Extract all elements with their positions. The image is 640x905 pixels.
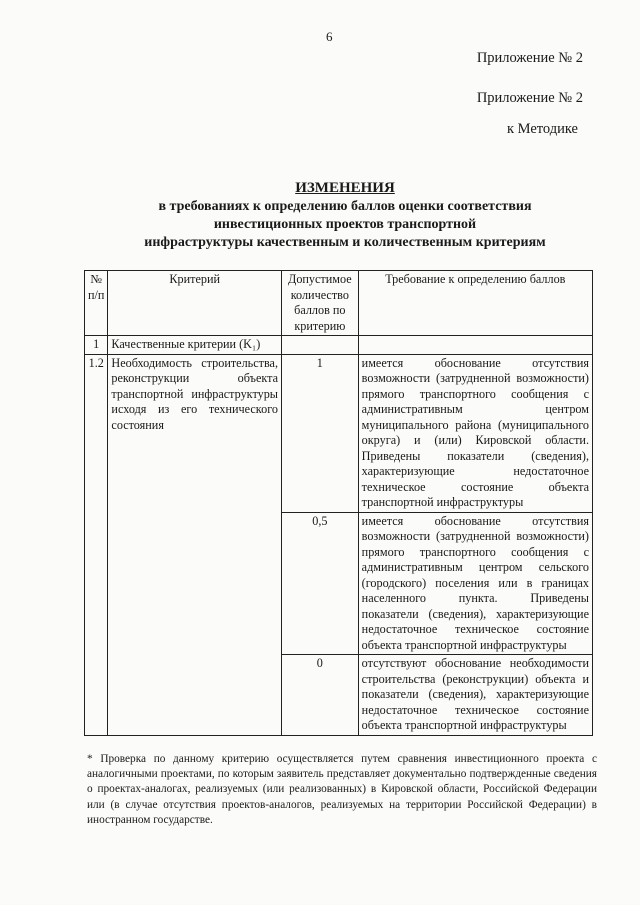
score-requirement: имеется обоснование отсутствия возможности (затрудненной возможности) прямого транспортного сообщения с административным центром сельского (городского) поселения или в границах населенного пункта. Приведены показатели (сведения), характеризующие недостаточное техническое состояние объекта транспортной инфраструктуры bbox=[358, 512, 592, 655]
document-subtitle: в требованиях к определению баллов оценки соответствия bbox=[158, 199, 532, 214]
score-requirement: отсутствуют обоснование необходимости строительства (реконструкции) объекта и показатели (сведения), характеризующие недостаточное техническое состояние объекта транспортной инфраструктуры bbox=[358, 655, 592, 736]
section-label: Качественные критерии (K₁) bbox=[108, 336, 282, 355]
item-criterion: Необходимость строительства, реконструкции объекта транспортной инфраструктуры исходя из его технического состояния bbox=[108, 354, 282, 735]
document-subtitle: инвестиционных проектов транспортной bbox=[213, 217, 477, 232]
section-empty-cell bbox=[282, 336, 359, 355]
section-empty-cell bbox=[358, 336, 592, 355]
appendix-label: Приложение № 2 bbox=[476, 50, 583, 66]
section-number: 1 bbox=[85, 336, 108, 355]
score-value: 0 bbox=[282, 655, 359, 736]
header-criterion: Критерий bbox=[108, 271, 282, 336]
appendix-reference: к Методике bbox=[506, 121, 578, 137]
appendix-label: Приложение № 2 bbox=[476, 90, 583, 106]
section-row bbox=[85, 336, 593, 355]
page-number: 6 bbox=[326, 29, 333, 44]
header-allowed-score: Допустимое количество баллов по критерию bbox=[282, 271, 359, 336]
table-row bbox=[85, 354, 593, 512]
score-requirement: имеется обоснование отсутствия возможности (затрудненной возможности) прямого транспортного сообщения с административным центром муниципального района (муниципального округа) и (или) Кировской области. Приведены показатели (сведения), характеризующие недостаточное техническое состояние объекта транспортной инфраструктуры bbox=[358, 354, 592, 512]
item-number: 1.2 bbox=[85, 354, 108, 735]
header-requirement: Требование к определению баллов bbox=[358, 271, 592, 336]
footnote: * Проверка по данному критерию осуществляется путем сравнения инвестиционного проекта с аналогичными проектами, по которым заявитель представляет документально подтвержденные сведения о проектах-аналогах, реализуемых (или реализованных) в Кировской области, Российской Федерации или (в случае отсутствия проектов-аналогов, реализуемых на территории Российской Федерации) в иностранном государстве. bbox=[87, 753, 597, 826]
header-number: № п/п bbox=[85, 271, 108, 336]
document-heading: ИЗМЕНЕНИЯ bbox=[295, 180, 395, 196]
document-subtitle: инфраструктуры качественным и количественным критериям bbox=[144, 235, 546, 250]
criteria-table bbox=[84, 270, 593, 736]
score-value: 0,5 bbox=[282, 512, 359, 655]
score-value: 1 bbox=[282, 354, 359, 512]
table-header-row bbox=[85, 271, 593, 336]
